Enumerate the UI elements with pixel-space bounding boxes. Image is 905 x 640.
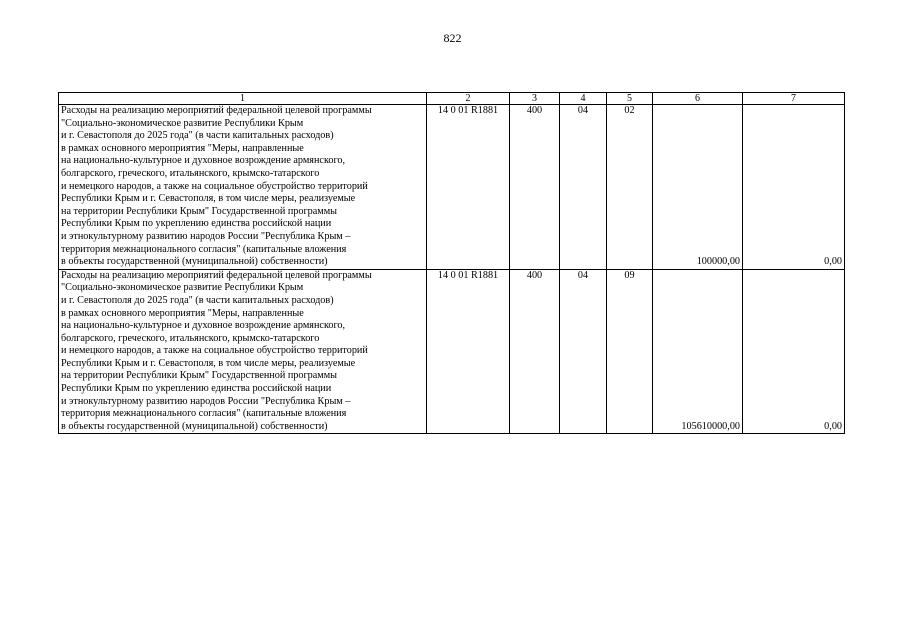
section-code: 04: [560, 105, 607, 270]
description-line: болгарского, греческого, итальянского, крымско-татарского: [61, 167, 320, 179]
description-line: территория межнационального согласия" (капитальные вложения: [61, 408, 347, 420]
description-line: на территории Республики Крым" Государственной программы: [61, 205, 338, 217]
amount-col6: 105610000,00: [653, 269, 743, 434]
description-line: на национально-культурное и духовное возрождение армянского,: [61, 155, 346, 167]
expense-type-code: 400: [510, 105, 560, 270]
column-header: 5: [607, 93, 653, 105]
description-line: Республики Крым и г. Севастополя, в том числе меры, реализуемые: [61, 193, 356, 205]
description-line: и г. Севастополя до 2025 года" (в части капитальных расходов): [61, 130, 334, 142]
description-line: Республики Крым по укреплению единства российской нации: [61, 218, 332, 230]
description-line: и немецкого народов, а также на социальное обустройство территорий: [61, 180, 368, 192]
description-line: "Социально-экономическое развитие Республики Крым: [61, 117, 304, 129]
amount-col7: 0,00: [743, 105, 845, 270]
description-line: в рамках основного мероприятия "Меры, направленные: [61, 307, 304, 319]
table-row: [59, 105, 845, 270]
column-header: 2: [427, 93, 510, 105]
page-number: 822: [443, 31, 462, 45]
description-line: Расходы на реализацию мероприятий федеральной целевой программы: [61, 105, 372, 116]
target-article-code: 14 0 01 R1881: [427, 269, 510, 434]
section-code: 04: [560, 269, 607, 434]
subsection-code: 09: [607, 269, 653, 434]
column-header: 1: [59, 93, 427, 105]
description-line: Республики Крым и г. Севастополя, в том числе меры, реализуемые: [61, 357, 356, 369]
table-header-row: [59, 93, 845, 105]
description-line: "Социально-экономическое развитие Республики Крым: [61, 282, 304, 294]
description-line: и немецкого народов, а также на социальное обустройство территорий: [61, 345, 368, 357]
description-line: Расходы на реализацию мероприятий федеральной целевой программы: [61, 269, 372, 281]
column-header: 7: [743, 93, 845, 105]
description-line: болгарского, греческого, итальянского, крымско-татарского: [61, 332, 320, 344]
budget-table: [58, 92, 845, 434]
subsection-code: 02: [607, 105, 653, 270]
expense-description: [59, 105, 427, 270]
description-line: Республики Крым по укреплению единства российской нации: [61, 383, 332, 395]
column-header: 6: [653, 93, 743, 105]
description-line: территория межнационального согласия" (капитальные вложения: [61, 243, 347, 255]
expense-type-code: 400: [510, 269, 560, 434]
table-row: [59, 269, 845, 434]
description-line: в рамках основного мероприятия "Меры, направленные: [61, 142, 304, 154]
expense-description: [59, 269, 427, 434]
description-line: в объекты государственной (муниципальной) собственности): [61, 256, 328, 268]
target-article-code: 14 0 01 R1881: [427, 105, 510, 270]
amount-col7: 0,00: [743, 269, 845, 434]
amount-col6: 100000,00: [653, 105, 743, 270]
column-header: 4: [560, 93, 607, 105]
description-line: в объекты государственной (муниципальной) собственности): [61, 420, 328, 432]
description-line: на национально-культурное и духовное возрождение армянского,: [61, 320, 346, 332]
description-line: и г. Севастополя до 2025 года" (в части капитальных расходов): [61, 294, 334, 306]
description-line: и этнокультурному развитию народов России "Республика Крым –: [61, 395, 351, 407]
description-line: на территории Республики Крым" Государственной программы: [61, 370, 338, 382]
column-header: 3: [510, 93, 560, 105]
description-line: и этнокультурному развитию народов России "Республика Крым –: [61, 230, 351, 242]
